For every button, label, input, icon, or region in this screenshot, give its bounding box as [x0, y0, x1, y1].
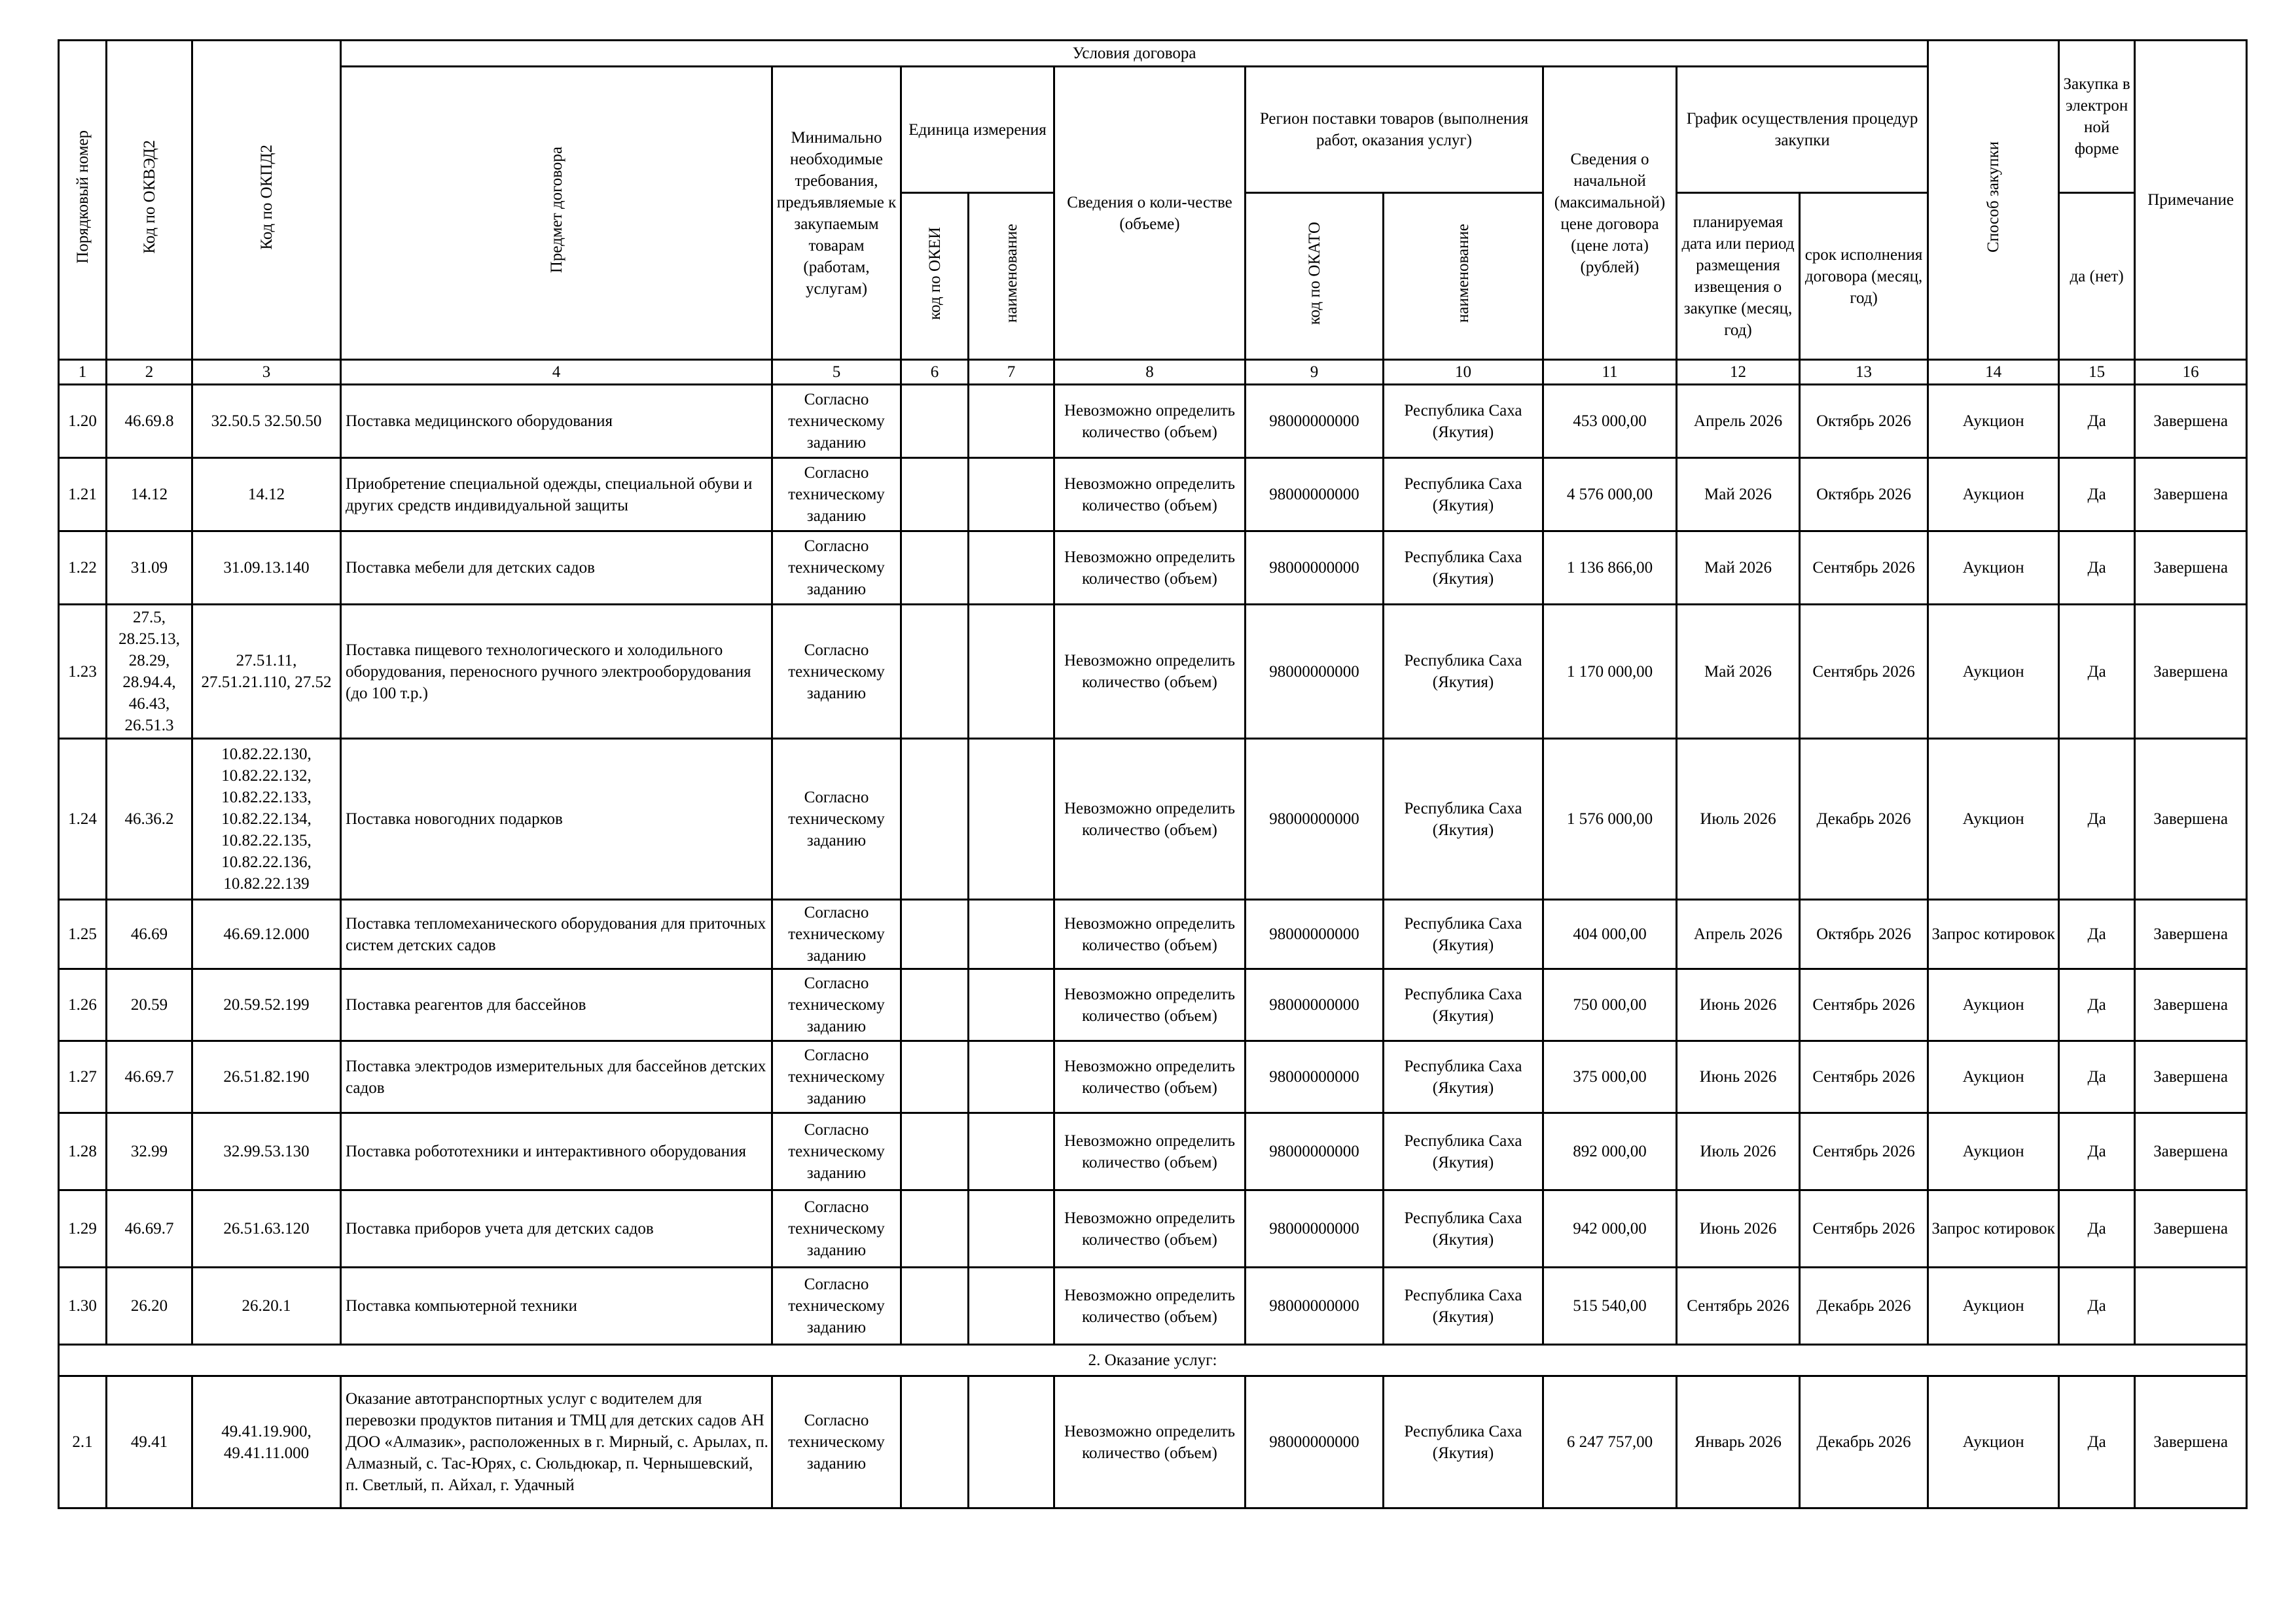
cell-okpd: 32.50.5 32.50.50 — [192, 385, 341, 458]
cell-num: 1.24 — [59, 739, 107, 900]
cell-note: Завершена — [2135, 531, 2247, 605]
cell-price: 1 136 866,00 — [1543, 531, 1677, 605]
table-row — [59, 1376, 2247, 1508]
header-electronic-yn: да (нет) — [2059, 193, 2135, 360]
cell-note: Завершена — [2135, 1113, 2247, 1190]
table-row — [59, 1041, 2247, 1113]
cell-term: Сентябрь 2026 — [1800, 1190, 1928, 1268]
cell-price: 404 000,00 — [1543, 900, 1677, 969]
cell-quantity: Невозможно определить количество (объем) — [1054, 739, 1246, 900]
cell-okato: 98000000000 — [1246, 1268, 1384, 1345]
header-unit-name: наименование — [969, 193, 1054, 360]
cell-region: Республика Саха (Якутия) — [1384, 1268, 1543, 1345]
cell-planned: Май 2026 — [1677, 458, 1800, 531]
cell-requirements: Согласно техническому заданию — [772, 1113, 901, 1190]
header-requirements: Минимально необходимые требования, предъявляемые к закупаемым товарам (работам, услугам) — [772, 67, 901, 360]
cell-okved: 20.59 — [107, 969, 192, 1041]
header-number: Порядковый номер — [59, 41, 107, 360]
cell-num: 1.25 — [59, 900, 107, 969]
cell-method: Аукцион — [1928, 458, 2059, 531]
cell-region: Республика Саха (Якутия) — [1384, 1376, 1543, 1508]
cell-planned: Январь 2026 — [1677, 1376, 1800, 1508]
cell-method: Аукцион — [1928, 385, 2059, 458]
cell-note: Завершена — [2135, 1041, 2247, 1113]
cell-requirements: Согласно техническому заданию — [772, 1268, 901, 1345]
column-number: 6 — [901, 360, 969, 385]
column-number: 10 — [1384, 360, 1543, 385]
cell-num: 1.23 — [59, 605, 107, 739]
cell-electronic: Да — [2059, 1190, 2135, 1268]
cell-term: Декабрь 2026 — [1800, 1268, 1928, 1345]
cell-okei — [901, 969, 969, 1041]
cell-planned: Июль 2026 — [1677, 739, 1800, 900]
cell-term: Сентябрь 2026 — [1800, 531, 1928, 605]
cell-okei — [901, 1041, 969, 1113]
column-number: 4 — [341, 360, 772, 385]
cell-note: Завершена — [2135, 900, 2247, 969]
cell-quantity: Невозможно определить количество (объем) — [1054, 1113, 1246, 1190]
cell-num: 1.27 — [59, 1041, 107, 1113]
cell-num: 1.30 — [59, 1268, 107, 1345]
cell-term: Сентябрь 2026 — [1800, 605, 1928, 739]
column-number: 1 — [59, 360, 107, 385]
cell-electronic: Да — [2059, 1376, 2135, 1508]
cell-price: 1 170 000,00 — [1543, 605, 1677, 739]
cell-subject: Поставка реагентов для бассейнов — [341, 969, 772, 1041]
cell-subject: Оказание автотранспортных услуг с водителем для перевозки продуктов питания и ТМЦ для детских садов АН ДОО «Алмазик», расположенных в г. Мирный, с. Арылах, п. Алмазный, с. Тас-Юрях, с. Сюльдюкар, п. Чернышевский, п. Светлый, п. Айхал, г. Удачный — [341, 1376, 772, 1508]
cell-price: 4 576 000,00 — [1543, 458, 1677, 531]
column-number: 7 — [969, 360, 1054, 385]
cell-num: 1.20 — [59, 385, 107, 458]
cell-okpd: 20.59.52.199 — [192, 969, 341, 1041]
cell-okato: 98000000000 — [1246, 1113, 1384, 1190]
cell-note: Завершена — [2135, 1376, 2247, 1508]
cell-unit — [969, 1190, 1054, 1268]
cell-planned: Апрель 2026 — [1677, 385, 1800, 458]
cell-electronic: Да — [2059, 605, 2135, 739]
cell-okei — [901, 1376, 969, 1508]
cell-price: 453 000,00 — [1543, 385, 1677, 458]
cell-okei — [901, 531, 969, 605]
cell-unit — [969, 385, 1054, 458]
cell-quantity: Невозможно определить количество (объем) — [1054, 900, 1246, 969]
cell-price: 750 000,00 — [1543, 969, 1677, 1041]
column-number: 16 — [2135, 360, 2247, 385]
cell-unit — [969, 605, 1054, 739]
header-okei: код по ОКЕИ — [901, 193, 969, 360]
cell-okei — [901, 1268, 969, 1345]
cell-okei — [901, 900, 969, 969]
cell-subject: Поставка приборов учета для детских садов — [341, 1190, 772, 1268]
cell-note: Завершена — [2135, 605, 2247, 739]
header-term: срок исполнения договора (месяц, год) — [1800, 193, 1928, 360]
cell-planned: Июль 2026 — [1677, 1113, 1800, 1190]
cell-unit — [969, 458, 1054, 531]
table-row — [59, 969, 2247, 1041]
cell-unit — [969, 900, 1054, 969]
cell-price: 892 000,00 — [1543, 1113, 1677, 1190]
cell-unit — [969, 969, 1054, 1041]
cell-okved: 46.36.2 — [107, 739, 192, 900]
cell-region: Республика Саха (Якутия) — [1384, 1113, 1543, 1190]
cell-method: Аукцион — [1928, 1113, 2059, 1190]
cell-method: Аукцион — [1928, 605, 2059, 739]
cell-term: Октябрь 2026 — [1800, 458, 1928, 531]
cell-electronic: Да — [2059, 531, 2135, 605]
header-price: Сведения о начальной (максимальной) цене договора (цене лота) (рублей) — [1543, 67, 1677, 360]
cell-requirements: Согласно техническому заданию — [772, 385, 901, 458]
cell-okved: 31.09 — [107, 531, 192, 605]
cell-term: Сентябрь 2026 — [1800, 1113, 1928, 1190]
column-number: 15 — [2059, 360, 2135, 385]
cell-unit — [969, 531, 1054, 605]
cell-method: Аукцион — [1928, 1041, 2059, 1113]
section-2-heading-row — [59, 1345, 2247, 1376]
cell-okato: 98000000000 — [1246, 458, 1384, 531]
cell-okpd: 46.69.12.000 — [192, 900, 341, 969]
cell-note: Завершена — [2135, 1190, 2247, 1268]
cell-method: Запрос котировок — [1928, 1190, 2059, 1268]
table-row — [59, 739, 2247, 900]
cell-okei — [901, 1190, 969, 1268]
cell-okei — [901, 1113, 969, 1190]
cell-requirements: Согласно техническому заданию — [772, 739, 901, 900]
cell-okei — [901, 385, 969, 458]
cell-method: Аукцион — [1928, 1268, 2059, 1345]
cell-okei — [901, 605, 969, 739]
cell-planned: Май 2026 — [1677, 605, 1800, 739]
cell-okpd: 10.82.22.130, 10.82.22.132, 10.82.22.133, 10.82.22.134, 10.82.22.135, 10.82.22.136, 10.82.22.139 — [192, 739, 341, 900]
cell-okei — [901, 739, 969, 900]
cell-quantity: Невозможно определить количество (объем) — [1054, 1041, 1246, 1113]
cell-note: Завершена — [2135, 458, 2247, 531]
cell-subject: Поставка робототехники и интерактивного оборудования — [341, 1113, 772, 1190]
cell-term: Октябрь 2026 — [1800, 900, 1928, 969]
column-number: 11 — [1543, 360, 1677, 385]
cell-electronic: Да — [2059, 739, 2135, 900]
cell-subject: Поставка тепломеханического оборудования для приточных систем детских садов — [341, 900, 772, 969]
cell-okved: 46.69.8 — [107, 385, 192, 458]
column-number-row — [59, 360, 2247, 385]
cell-electronic: Да — [2059, 900, 2135, 969]
cell-price: 1 576 000,00 — [1543, 739, 1677, 900]
cell-method: Запрос котировок — [1928, 900, 2059, 969]
cell-subject: Поставка новогодних подарков — [341, 739, 772, 900]
cell-price: 515 540,00 — [1543, 1268, 1677, 1345]
column-number: 5 — [772, 360, 901, 385]
cell-requirements: Согласно техническому заданию — [772, 605, 901, 739]
cell-num: 1.22 — [59, 531, 107, 605]
cell-requirements: Согласно техническому заданию — [772, 458, 901, 531]
cell-method: Аукцион — [1928, 531, 2059, 605]
header-quantity: Сведения о коли-честве (объеме) — [1054, 67, 1246, 360]
cell-region: Республика Саха (Якутия) — [1384, 900, 1543, 969]
cell-subject: Поставка электродов измерительных для бассейнов детских садов — [341, 1041, 772, 1113]
cell-okpd: 49.41.19.900, 49.41.11.000 — [192, 1376, 341, 1508]
cell-okved: 26.20 — [107, 1268, 192, 1345]
cell-okpd: 26.20.1 — [192, 1268, 341, 1345]
cell-region: Республика Саха (Якутия) — [1384, 739, 1543, 900]
cell-quantity: Невозможно определить количество (объем) — [1054, 1268, 1246, 1345]
cell-subject: Приобретение специальной одежды, специальной обуви и других средств индивидуальной защиты — [341, 458, 772, 531]
column-number: 3 — [192, 360, 341, 385]
header-okved: Код по ОКВЭД2 — [107, 41, 192, 360]
cell-okato: 98000000000 — [1246, 900, 1384, 969]
header-region-group: Регион поставки товаров (выполнения работ, оказания услуг) — [1246, 67, 1543, 193]
header-okato: код по ОКАТО — [1246, 193, 1384, 360]
cell-term: Декабрь 2026 — [1800, 1376, 1928, 1508]
header-planned-date: планируемая дата или период размещения извещения о закупке (месяц, год) — [1677, 193, 1800, 360]
cell-note — [2135, 1268, 2247, 1345]
cell-unit — [969, 739, 1054, 900]
cell-okpd: 31.09.13.140 — [192, 531, 341, 605]
cell-okved: 46.69.7 — [107, 1041, 192, 1113]
cell-quantity: Невозможно определить количество (объем) — [1054, 385, 1246, 458]
cell-note: Завершена — [2135, 739, 2247, 900]
cell-electronic: Да — [2059, 969, 2135, 1041]
column-number: 8 — [1054, 360, 1246, 385]
procurement-plan-table — [58, 39, 2248, 1509]
cell-requirements: Согласно техническому заданию — [772, 969, 901, 1041]
cell-okato: 98000000000 — [1246, 739, 1384, 900]
header-contract-terms: Условия договора — [341, 41, 1928, 67]
cell-okpd: 14.12 — [192, 458, 341, 531]
cell-note: Завершена — [2135, 969, 2247, 1041]
cell-quantity: Невозможно определить количество (объем) — [1054, 1376, 1246, 1508]
cell-requirements: Согласно техническому заданию — [772, 531, 901, 605]
cell-planned: Июнь 2026 — [1677, 969, 1800, 1041]
cell-electronic: Да — [2059, 1113, 2135, 1190]
cell-term: Октябрь 2026 — [1800, 385, 1928, 458]
cell-subject: Поставка пищевого технологического и холодильного оборудования, переносного ручного электрооборудования (до 100 т.р.) — [341, 605, 772, 739]
header-method: Способ закупки — [1928, 41, 2059, 360]
cell-planned: Сентябрь 2026 — [1677, 1268, 1800, 1345]
header-unit-group: Единица измерения — [901, 67, 1054, 193]
cell-subject: Поставка компьютерной техники — [341, 1268, 772, 1345]
column-number: 12 — [1677, 360, 1800, 385]
cell-subject: Поставка мебели для детских садов — [341, 531, 772, 605]
cell-electronic: Да — [2059, 1268, 2135, 1345]
cell-requirements: Согласно техническому заданию — [772, 1376, 901, 1508]
cell-okved: 46.69.7 — [107, 1190, 192, 1268]
cell-okpd: 26.51.82.190 — [192, 1041, 341, 1113]
column-number: 13 — [1800, 360, 1928, 385]
section-1-body — [59, 385, 2247, 1345]
cell-okved: 27.5, 28.25.13, 28.29, 28.94.4, 46.43, 26.51.3 — [107, 605, 192, 739]
cell-region: Республика Саха (Якутия) — [1384, 458, 1543, 531]
cell-unit — [969, 1268, 1054, 1345]
table-row — [59, 1113, 2247, 1190]
cell-okei — [901, 458, 969, 531]
column-number: 2 — [107, 360, 192, 385]
cell-quantity: Невозможно определить количество (объем) — [1054, 605, 1246, 739]
cell-requirements: Согласно техническому заданию — [772, 1190, 901, 1268]
cell-num: 1.26 — [59, 969, 107, 1041]
table-header — [59, 41, 2247, 385]
cell-requirements: Согласно техническому заданию — [772, 900, 901, 969]
section-2-rows — [59, 1376, 2247, 1508]
cell-electronic: Да — [2059, 458, 2135, 531]
cell-method: Аукцион — [1928, 969, 2059, 1041]
header-schedule-group: График осуществления процедур закупки — [1677, 67, 1928, 193]
cell-region: Республика Саха (Якутия) — [1384, 1190, 1543, 1268]
cell-region: Республика Саха (Якутия) — [1384, 385, 1543, 458]
header-subject: Предмет договора — [341, 67, 772, 360]
cell-region: Республика Саха (Якутия) — [1384, 1041, 1543, 1113]
cell-term: Сентябрь 2026 — [1800, 1041, 1928, 1113]
table-row — [59, 1268, 2247, 1345]
cell-unit — [969, 1113, 1054, 1190]
cell-quantity: Невозможно определить количество (объем) — [1054, 458, 1246, 531]
table-row — [59, 605, 2247, 739]
cell-okato: 98000000000 — [1246, 969, 1384, 1041]
cell-price: 6 247 757,00 — [1543, 1376, 1677, 1508]
cell-planned: Июнь 2026 — [1677, 1190, 1800, 1268]
header-note: Примечание — [2135, 41, 2247, 360]
column-number: 9 — [1246, 360, 1384, 385]
cell-quantity: Невозможно определить количество (объем) — [1054, 969, 1246, 1041]
table-row — [59, 1190, 2247, 1268]
column-number: 14 — [1928, 360, 2059, 385]
table-row — [59, 458, 2247, 531]
cell-okved: 49.41 — [107, 1376, 192, 1508]
cell-method: Аукцион — [1928, 1376, 2059, 1508]
cell-electronic: Да — [2059, 385, 2135, 458]
cell-okved: 32.99 — [107, 1113, 192, 1190]
cell-planned: Июнь 2026 — [1677, 1041, 1800, 1113]
cell-okpd: 26.51.63.120 — [192, 1190, 341, 1268]
cell-okato: 98000000000 — [1246, 531, 1384, 605]
cell-electronic: Да — [2059, 1041, 2135, 1113]
cell-price: 942 000,00 — [1543, 1190, 1677, 1268]
table-row — [59, 900, 2247, 969]
cell-okato: 98000000000 — [1246, 385, 1384, 458]
cell-num: 1.29 — [59, 1190, 107, 1268]
table-row — [59, 531, 2247, 605]
cell-num: 2.1 — [59, 1376, 107, 1508]
cell-subject: Поставка медицинского оборудования — [341, 385, 772, 458]
cell-num: 1.21 — [59, 458, 107, 531]
cell-okato: 98000000000 — [1246, 1041, 1384, 1113]
cell-unit — [969, 1041, 1054, 1113]
cell-quantity: Невозможно определить количество (объем) — [1054, 1190, 1246, 1268]
header-electronic: Закупка в электрон ной форме — [2059, 41, 2135, 193]
section-2-title: 2. Оказание услуг: — [59, 1345, 2247, 1376]
cell-unit — [969, 1376, 1054, 1508]
cell-note: Завершена — [2135, 385, 2247, 458]
cell-okato: 98000000000 — [1246, 605, 1384, 739]
cell-method: Аукцион — [1928, 739, 2059, 900]
cell-okved: 46.69 — [107, 900, 192, 969]
cell-region: Республика Саха (Якутия) — [1384, 531, 1543, 605]
cell-okpd: 27.51.11, 27.51.21.110, 27.52 — [192, 605, 341, 739]
cell-okved: 14.12 — [107, 458, 192, 531]
cell-region: Республика Саха (Якутия) — [1384, 969, 1543, 1041]
header-okpd: Код по ОКПД2 — [192, 41, 341, 360]
cell-price: 375 000,00 — [1543, 1041, 1677, 1113]
cell-region: Республика Саха (Якутия) — [1384, 605, 1543, 739]
cell-planned: Май 2026 — [1677, 531, 1800, 605]
cell-requirements: Согласно техническому заданию — [772, 1041, 901, 1113]
cell-okato: 98000000000 — [1246, 1376, 1384, 1508]
table-row — [59, 385, 2247, 458]
cell-okpd: 32.99.53.130 — [192, 1113, 341, 1190]
cell-quantity: Невозможно определить количество (объем) — [1054, 531, 1246, 605]
cell-term: Сентябрь 2026 — [1800, 969, 1928, 1041]
cell-term: Декабрь 2026 — [1800, 739, 1928, 900]
cell-num: 1.28 — [59, 1113, 107, 1190]
cell-planned: Апрель 2026 — [1677, 900, 1800, 969]
cell-okato: 98000000000 — [1246, 1190, 1384, 1268]
section-2-body — [59, 1345, 2247, 1376]
header-region-name: наименование — [1384, 193, 1543, 360]
